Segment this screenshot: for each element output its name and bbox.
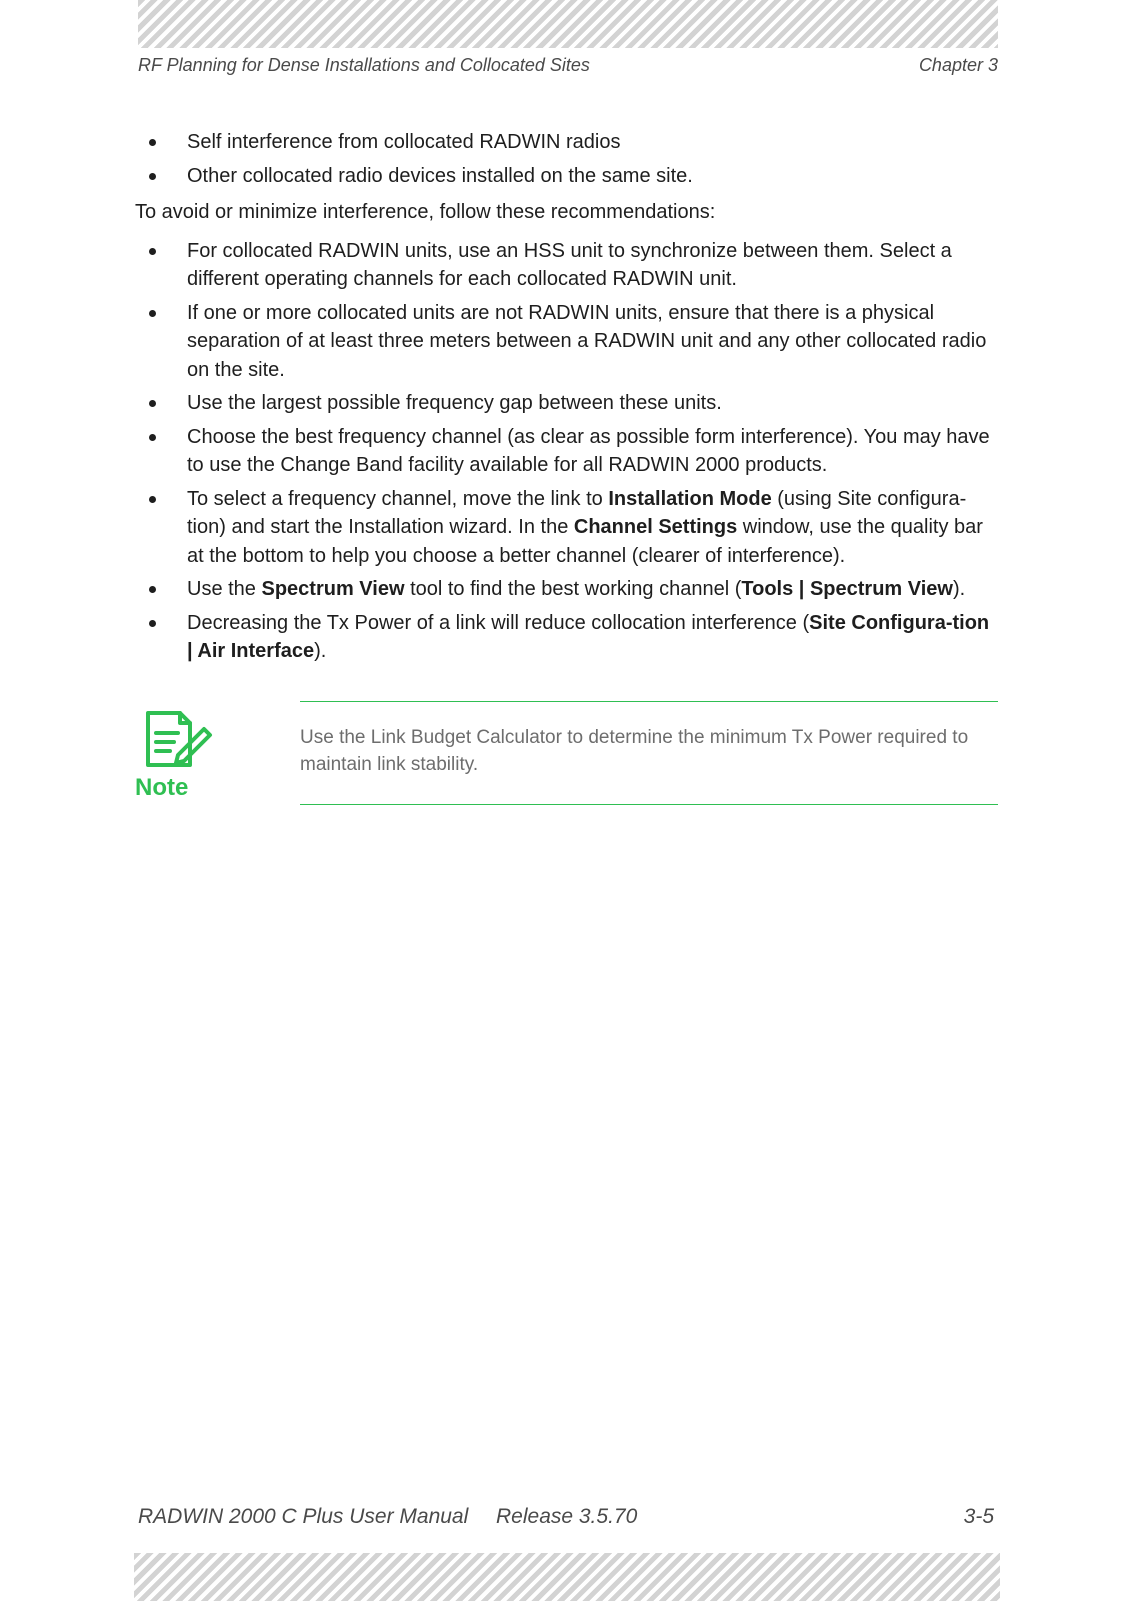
recommendations-list (135, 237, 999, 666)
list-item: Self interference from collocated RADWIN radios (135, 128, 999, 157)
list-item: Choose the best frequency channel (as clear as possible form interference). You may have to use the Change Band facility available for all RADWIN 2000 products. (135, 423, 999, 480)
ui-path-tools-spectrum-view: Tools | Spectrum View (741, 578, 953, 600)
page-body (135, 128, 999, 671)
page-number: 3-5 (963, 1505, 994, 1528)
list-item (135, 485, 999, 571)
note-label: Note (135, 774, 189, 801)
text-run: (using Site configura-tion) and start the Installation wizard. In the (187, 487, 967, 538)
text-run: To select a frequency channel, move the link to (187, 487, 609, 510)
text-run: tool to find the best working channel ( (404, 578, 742, 600)
header-hatch-band (138, 0, 998, 48)
ui-term-installation-mode: Installation Mode (608, 487, 772, 510)
list-item (135, 609, 999, 666)
interference-sources-list (135, 128, 999, 190)
text-run: window, use the quality bar at the bottom to help you choose a better channel (clearer of interference). (187, 516, 983, 567)
list-item (135, 575, 999, 604)
text-run: ). (314, 640, 327, 662)
list-item: If one or more collocated units are not RADWIN units, ensure that there is a physical separation of at least three meters between a RADWIN unit and any other collocated radio on the site. (135, 299, 999, 385)
note-top-divider (300, 701, 998, 702)
running-footer (138, 1505, 998, 1529)
text-run: Decreasing the Tx Power of a link will reduce collocation interference ( (187, 611, 810, 634)
ui-term-channel-settings: Channel Settings (573, 516, 738, 538)
recommendation-intro: To avoid or minimize interference, follow these recommendations: (135, 201, 716, 223)
list-item: Other collocated radio devices installed on the same site. (135, 162, 999, 191)
list-item: Use the largest possible frequency gap between these units. (135, 389, 999, 418)
release-label: Release 3.5.70 (496, 1505, 638, 1528)
running-header (138, 55, 998, 76)
manual-title: RADWIN 2000 C Plus User Manual (138, 1505, 469, 1528)
ui-term-spectrum-view: Spectrum View (261, 578, 405, 600)
list-item: For collocated RADWIN units, use an HSS unit to synchronize between them. Select a different operating channels for each collocated RADWIN unit. (135, 237, 999, 294)
text-run: ). (952, 578, 966, 600)
note-text: Use the Link Budget Calculator to determine the minimum Tx Power required to maintain link stability. (300, 727, 969, 775)
note-bottom-divider (300, 804, 998, 805)
section-title: RF Planning for Dense Installations and Collocated Sites (138, 55, 590, 75)
chapter-label: Chapter 3 (918, 55, 998, 75)
ui-path-air-interface: Site Configura-tion | Air Interface (187, 611, 990, 662)
note-edit-icon (140, 709, 216, 771)
text-run: Use the (187, 578, 262, 600)
footer-hatch-band (134, 1553, 1000, 1601)
